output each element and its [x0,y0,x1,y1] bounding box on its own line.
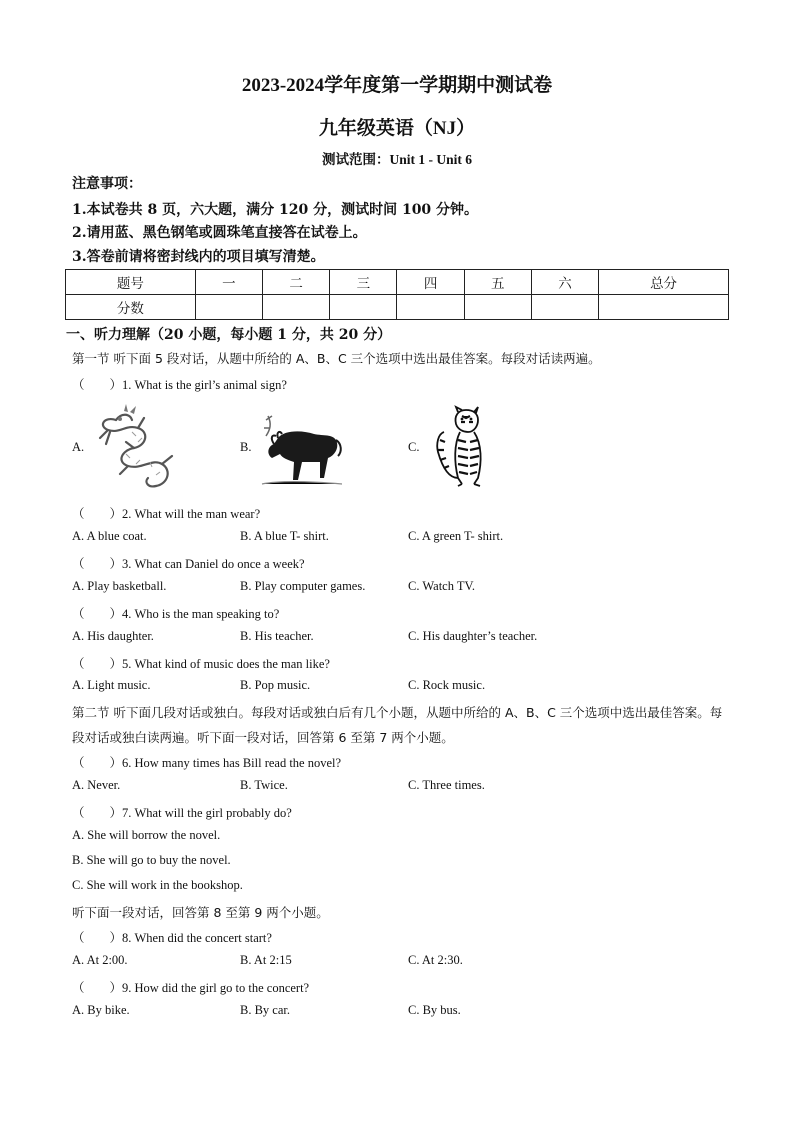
score-input-cell[interactable] [263,295,330,320]
note-item-3: 3.答卷前请将密封线内的项目填写清楚。 [72,249,325,265]
score-table-cell: 一 [195,270,262,295]
q8-stem: （ ）8. When did the concert start? [72,931,272,945]
q1-stem: （ ）1. What is the girl’s animal sign? [72,378,287,392]
q8-option-a: A. At 2:00. [72,953,128,967]
score-input-cell[interactable] [599,295,729,320]
score-input-cell[interactable] [195,295,262,320]
score-table-cell: 五 [464,270,531,295]
q2-option-a: A. A blue coat. [72,529,147,543]
q5-stem: （ ）5. What kind of music does the man like? [72,657,330,671]
q8-option-b: B. At 2:15 [240,953,292,967]
q7-option-b: B. She will go to buy the novel. [72,853,231,867]
q2-stem: （ ）2. What will the man wear? [72,507,261,521]
q7-option-a: A. She will borrow the novel. [72,828,221,842]
q3-stem: （ ）3. What can Daniel do once a week? [72,557,305,571]
q1-option-b-label: B. [240,440,252,454]
q2-option-c: C. A green T- shirt. [408,529,504,543]
q6-stem: （ ）6. How many times has Bill read the novel? [72,756,342,770]
q3-option-c: C. Watch TV. [408,579,476,593]
q2-option-b: B. A blue T- shirt. [240,529,329,543]
score-table-header-row [66,270,729,295]
q5-option-b: B. Pop music. [240,678,311,692]
q9-option-a: A. By bike. [72,1003,130,1017]
part1-intro: 第一节 听下面 5 段对话，从题中所给的 A、B、C 三个选项中选出最佳答案。每段对话读两遍。 [72,351,601,366]
score-input-cell[interactable] [397,295,464,320]
q4-option-c: C. His daughter’s teacher. [408,629,538,643]
score-table-cell: 三 [330,270,397,295]
q3-option-a: A. Play basketball. [72,579,167,593]
score-table-cell: 六 [531,270,598,295]
section1-heading: 一、听力理解（20 小题，每小题 1 分，共 20 分） [66,327,392,343]
q7-stem: （ ）7. What will the girl probably do? [72,806,292,820]
score-table-score-row [66,295,729,320]
q6-option-c: C. Three times. [408,778,485,792]
score-input-cell[interactable] [464,295,531,320]
part2-intro: 第二节 听下面几段对话或独白。每段对话或独白后有几个小题，从题中所给的 A、B、C 三个选项中选出最佳答案。每段对话或独白读两遍。听下面一段对话，回答第 6 至第 7 两个小题。 [72,705,723,745]
score-table [65,269,729,320]
dragon-picture [86,402,186,494]
q6-option-a: A. Never. [72,778,121,792]
q4-option-b: B. His teacher. [240,629,314,643]
note-item-1: 1.本试卷共 8 页，六大题，满分 120 分，测试时间 100 分钟。 [72,202,479,218]
exam-title: 2023-2024学年度第一学期期中测试卷 [241,75,553,96]
q1-option-c-label: C. [408,440,420,454]
q5-option-a: A. Light music. [72,678,151,692]
notes-heading: 注意事项： [72,176,142,192]
score-table-cell: 二 [263,270,330,295]
q4-option-a: A. His daughter. [72,629,154,643]
tiger-picture [428,404,506,488]
score-input-cell[interactable] [531,295,598,320]
score-table-cell: 题号 [66,270,196,295]
q9-stem: （ ）9. How did the girl go to the concert? [72,981,310,995]
exam-scope: 测试范围：Unit 1 - Unit 6 [321,152,472,167]
ox-picture [258,408,344,488]
score-label-cell: 分数 [66,295,196,320]
exam-subtitle: 九年级英语（NJ） [318,118,476,139]
q9-option-c: C. By bus. [408,1003,461,1017]
q8-option-c: C. At 2:30. [408,953,463,967]
q1-option-a-label: A. [72,440,85,454]
q4-stem: （ ）4. Who is the man speaking to? [72,607,280,621]
score-input-cell[interactable] [330,295,397,320]
note-item-2: 2.请用蓝、黑色钢笔或圆珠笔直接答在试卷上。 [72,225,367,241]
q9-option-b: B. By car. [240,1003,290,1017]
score-table-cell: 四 [397,270,464,295]
q5-option-c: C. Rock music. [408,678,486,692]
q6-option-b: B. Twice. [240,778,288,792]
score-table-cell: 总分 [599,270,729,295]
q3-option-b: B. Play computer games. [240,579,366,593]
q7-option-c: C. She will work in the bookshop. [72,878,243,892]
q8-intro: 听下面一段对话，回答第 8 至第 9 两个小题。 [72,905,329,920]
